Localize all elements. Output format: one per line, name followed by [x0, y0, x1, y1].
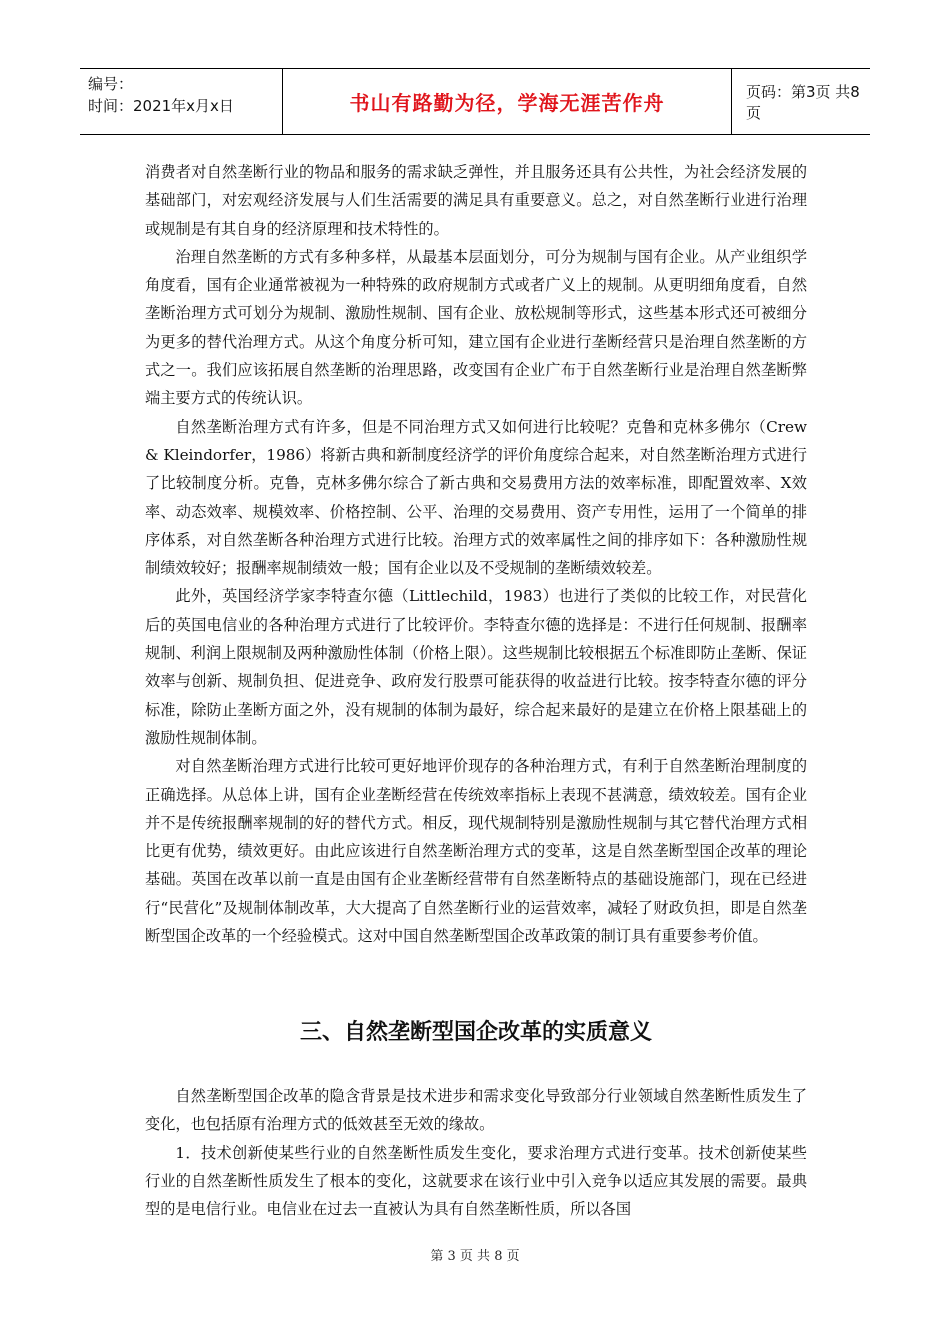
page-header	[80, 68, 870, 135]
paragraph-4: 此外，英国经济学家李特查尔德（Littlechild，1983）也进行了类似的比较工作，对民营化后的英国电信业的各种治理方式进行了比较评价。李特查尔德的选择是：不进行任何规制、报酬率规制、利润上限规制及两种激励性体制（价格上限）。这些规制比较根据五个标准即防止垄断、保证效率与创新、规制负担、促进竞争、政府发行股票可能获得的收益进行比较。按李特查尔德的评分标准，除防止垄断方面之外，没有规制的体制为最好，综合起来最好的是建立在价格上限基础上的激励性规制体制。	[145, 587, 807, 747]
time-label: 时间：2021年x月x日	[88, 97, 234, 115]
paragraph-2: 治理自然垄断的方式有多种多样，从最基本层面划分，可分为规制与国有企业。从产业组织学角度看，国有企业通常被视为一种特殊的政府规制方式或者广义上的规制。从更明细角度看，自然垄断治理方式可划分为规制、激励性规制、国有企业、放松规制等形式，这些基本形式还可被细分为更多的替代治理方式。从这个角度分析可知，建立国有企业进行垄断经营只是治理自然垄断的方式之一。我们应该拓展自然垄断的治理思路，改变国有企业广布于自然垄断行业是治理自然垄断弊端主要方式的传统认识。	[145, 247, 807, 408]
section-paragraph-2: 1．技术创新使某些行业的自然垄断性质发生变化，要求治理方式进行变革。技术创新使某些行业的自然垄断性质发生了根本的变化，这就要求在该行业中引入竞争以适应其发展的需要。最典型的是电信行业。电信业在过去一直被认为具有自然垄断性质，所以各国	[145, 1143, 807, 1219]
section-body	[145, 1082, 807, 1223]
header-meta	[80, 69, 282, 134]
serial-label: 编号：	[88, 75, 134, 93]
body-text	[145, 158, 807, 950]
header-motto: 书山有路勤为径，学海无涯苦作舟	[282, 69, 732, 134]
paragraph-1: 消费者对自然垄断行业的物品和服务的需求缺乏弹性，并且服务还具有公共性，为社会经济发展的基础部门，对宏观经济发展与人们生活需要的满足具有重要意义。总之，对自然垄断行业进行治理或规制是有其自身的经济原理和技术特性的。	[145, 163, 807, 238]
section-paragraph-1: 自然垄断型国企改革的隐含背景是技术进步和需求变化导致部分行业领域自然垄断性质发生了变化，也包括原有治理方式的低效甚至无效的缘故。	[145, 1087, 807, 1134]
section-title: 三、自然垄断型国企改革的实质意义	[299, 1020, 652, 1045]
page-footer: 第 3 页 共 8 页	[430, 1249, 520, 1264]
paragraph-3: 自然垄断治理方式有许多，但是不同治理方式又如何进行比较呢？克鲁和克林多佛尔（Crew & Kleindorfer，1986）将新古典和新制度经济学的评价角度综合起来，对自然垄断治理方式进行了比较制度分析。克鲁，克林多佛尔综合了新古典和交易费用方法的效率标准，即配置效率、X效率、动态效率、规模效率、价格控制、公平、治理的交易费用、资产专用性，运用了一个简单的排序体系，对自然垄断各种治理方式进行比较。治理方式的效率属性之间的排序如下：各种激励性规制绩效较好；报酬率规制绩效一般；国有企业以及不受规制的垄断绩效较差。	[145, 417, 807, 578]
header-page-info: 页码：第3页 共8页	[746, 82, 860, 122]
paragraph-5: 对自然垄断治理方式进行比较可更好地评价现存的各种治理方式，有利于自然垄断治理制度的正确选择。从总体上讲，国有企业垄断经营在传统效率指标上表现不甚满意，绩效较差。国有企业并不是传统报酬率规制的好的替代方式。相反，现代规制特别是激励性规制与其它替代治理方式相比更有优势，绩效更好。由此应该进行自然垄断治理方式的变革，这是自然垄断型国企改革的理论基础。英国在改革以前一直是由国有企业垄断经营带有自然垄断特点的基础设施部门，现在已经进行“民营化”及规制体制改革，大大提高了自然垄断行业的运营效率，减轻了财政负担，即是自然垄断型国企改革的一个经验模式。这对中国自然垄断型国企改革政策的制订具有重要参考价值。	[145, 757, 807, 946]
